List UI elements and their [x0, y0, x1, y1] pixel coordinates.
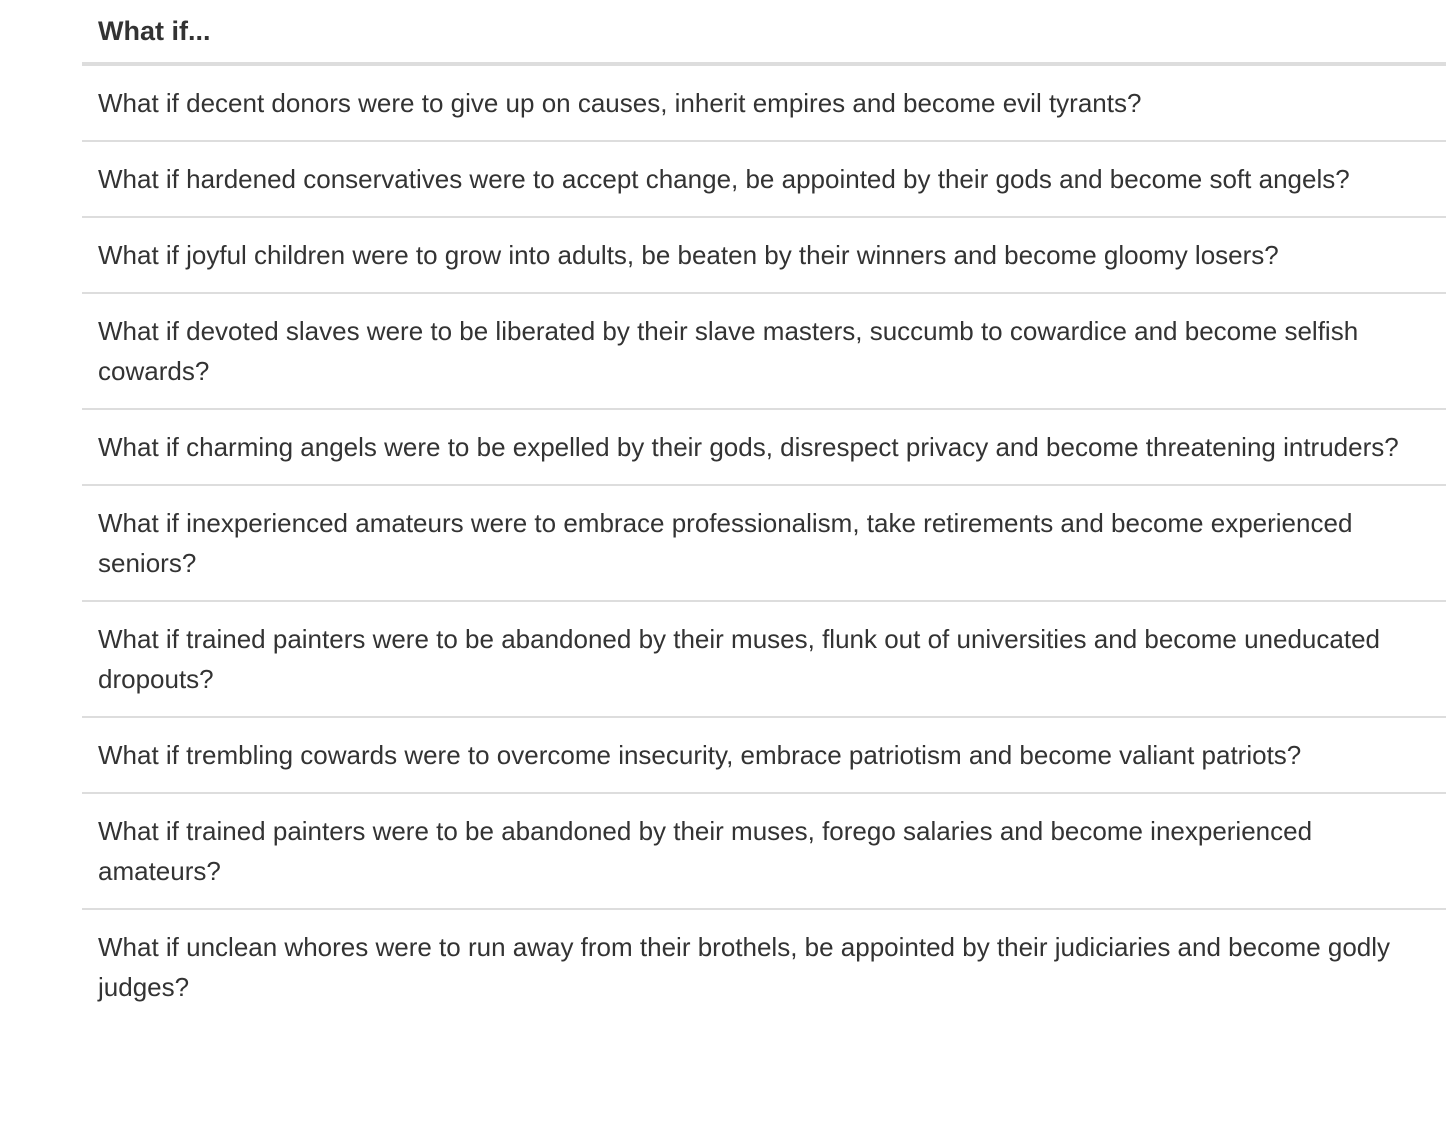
- table-row: [82, 141, 1446, 217]
- table-cell: What if unclean whores were to run away from their brothels, be appointed by their judiciaries and become godly judges?: [82, 909, 1446, 1024]
- table-cell: What if hardened conservatives were to accept change, be appointed by their gods and become soft angels?: [82, 141, 1446, 217]
- table-row: [82, 909, 1446, 1024]
- column-header-what-if: What if...: [82, 0, 1446, 64]
- table-cell: What if devoted slaves were to be liberated by their slave masters, succumb to cowardice and become selfish cowards?: [82, 293, 1446, 409]
- what-if-table-container: [82, 0, 1446, 1024]
- what-if-table: [82, 0, 1446, 1024]
- table-row: [82, 793, 1446, 909]
- table-row: [82, 64, 1446, 141]
- table-row: [82, 293, 1446, 409]
- table-row: [82, 601, 1446, 717]
- table-row: [82, 485, 1446, 601]
- table-cell: What if inexperienced amateurs were to embrace professionalism, take retirements and become experienced seniors?: [82, 485, 1446, 601]
- table-row: [82, 717, 1446, 793]
- table-cell: What if trained painters were to be abandoned by their muses, flunk out of universities and become uneducated dropouts?: [82, 601, 1446, 717]
- table-cell: What if trained painters were to be abandoned by their muses, forego salaries and become inexperienced amateurs?: [82, 793, 1446, 909]
- table-header: [82, 0, 1446, 64]
- table-row: [82, 217, 1446, 293]
- table-row: [82, 409, 1446, 485]
- table-body: [82, 64, 1446, 1024]
- table-cell: What if trembling cowards were to overcome insecurity, embrace patriotism and become valiant patriots?: [82, 717, 1446, 793]
- table-cell: What if charming angels were to be expelled by their gods, disrespect privacy and become threatening intruders?: [82, 409, 1446, 485]
- table-cell: What if joyful children were to grow into adults, be beaten by their winners and become gloomy losers?: [82, 217, 1446, 293]
- header-row: [82, 0, 1446, 64]
- table-cell: What if decent donors were to give up on causes, inherit empires and become evil tyrants?: [98, 88, 1142, 118]
